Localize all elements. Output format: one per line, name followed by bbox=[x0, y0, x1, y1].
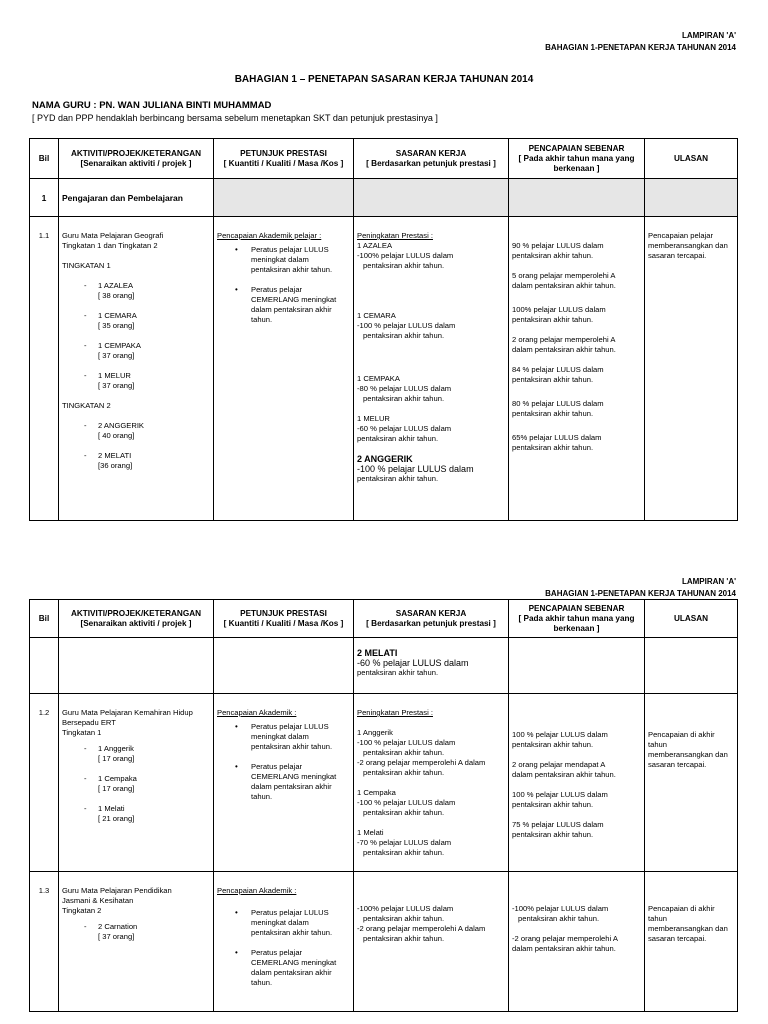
header-petunjuk: PETUNJUK PRESTASI [ Kuantiti / Kualiti / Masa /Kos ] bbox=[214, 139, 354, 179]
lampiran-label: LAMPIRAN 'A' bbox=[681, 31, 736, 40]
aktiviti-cell: Guru Mata Pelajaran Kemahiran Hidup Bersepadu ERT Tingkatan 1 - 1 Anggerik [ 17 orang] - 1 Cempaka [ 17 orang] - 1 Melati [ 21 orang] bbox=[59, 694, 214, 872]
class-item: - 1 MELUR [ 37 orang] bbox=[84, 371, 135, 390]
shaded-cell bbox=[354, 179, 509, 217]
header-bil: Bil bbox=[30, 600, 59, 638]
class-item: - 1 AZALEA [ 38 orang] bbox=[84, 281, 135, 300]
header-sasaran: SASARAN KERJA [ Berdasarkan petunjuk prestasi ] bbox=[354, 600, 509, 638]
class-item: - 2 ANGGERIK [ 40 orang] bbox=[84, 421, 144, 440]
bullet-item: • Peratus pelajar CEMERLANG meningkat dalam pentaksiran akhir tahun. bbox=[217, 285, 350, 325]
page-title: BAHAGIAN 1 – PENETAPAN SASARAN KERJA TAHUNAN 2014 bbox=[234, 74, 534, 85]
header-pencapaian: PENCAPAIAN SEBENAR [ Pada akhir tahun mana yang berkenaan ] bbox=[509, 600, 645, 638]
shaded-cell bbox=[509, 179, 645, 217]
header-aktiviti: AKTIVITI/PROJEK/KETERANGAN [Senaraikan aktiviti / projek ] bbox=[59, 139, 214, 179]
bahagian-label: BAHAGIAN 1-PENETAPAN KERJA TAHUNAN 2014 bbox=[545, 43, 736, 52]
row-bil: 1.2 bbox=[30, 694, 59, 872]
row-bil: 1.3 bbox=[30, 872, 59, 1012]
bullet-item: • Peratus pelajar LULUS meningkat dalam pentaksiran akhir tahun. bbox=[217, 245, 350, 275]
aktiviti-cell: Guru Mata Pelajaran Geografi Tingkatan 1 dan Tingkatan 2 TINGKATAN 1 - 1 AZALEA [ 38 orang] - 1 CEMARA [ 35 orang] - 1 CEMPAKA [ 37 orang] - 1 MELUR [ 37 orang] TINGKATAN 2 - 2 ANGGERIK [ 40 orang] - 2 MELATI [36 orang] bbox=[59, 217, 214, 521]
header-ulasan: ULASAN bbox=[645, 600, 738, 638]
shaded-cell bbox=[214, 179, 354, 217]
teacher-name: NAMA GURU : PN. WAN JULIANA BINTI MUHAMMAD bbox=[32, 100, 272, 111]
pencapaian-cell: -100% pelajar LULUS dalam pentaksiran akhir tahun. -2 orang pelajar memperolehi A dalam pentaksiran akhir tahun. bbox=[509, 872, 645, 1012]
bahagian-label: BAHAGIAN 1-PENETAPAN KERJA TAHUNAN 2014 bbox=[545, 589, 736, 598]
header-sasaran: SASARAN KERJA [ Berdasarkan petunjuk prestasi ] bbox=[354, 139, 509, 179]
ulasan-cell: Pencapaian di akhir tahun memberansangkan dan sasaran tercapai. bbox=[645, 694, 738, 872]
class-item: - 1 Melati [ 21 orang] bbox=[84, 804, 135, 823]
petunjuk-cell: Pencapaian Akademik pelajar : • Peratus pelajar LULUS meningkat dalam pentaksiran akhir tahun. • Peratus pelajar CEMERLANG meningkat dalam pentaksiran akhir tahun. bbox=[214, 217, 354, 521]
header-pencapaian: PENCAPAIAN SEBENAR [ Pada akhir tahun mana yang berkenaan ] bbox=[509, 139, 645, 179]
skt-table-page2 bbox=[29, 599, 738, 1012]
class-item: - 1 Cempaka [ 17 orang] bbox=[84, 774, 137, 793]
bullet-item: • Peratus pelajar CEMERLANG meningkat dalam pentaksiran akhir tahun. bbox=[217, 948, 350, 988]
empty-cell bbox=[509, 638, 645, 694]
header-bil: Bil bbox=[30, 139, 59, 179]
pencapaian-cell: 90 % pelajar LULUS dalam pentaksiran akhir tahun. 5 orang pelajar memperolehi A dalam pentaksiran akhir tahun. 100% pelajar LULUS dalam pentaksiran akhir tahun. 2 orang pelajar memperolehi A dalam pentaksiran akhir tahun. 84 % pelajar LULUS dalam pentaksiran akhir tahun. 80 % pelajar LULUS dalam pentaksiran akhir tahun. 65% pelajar LULUS dalam pentaksiran akhir tahun. bbox=[509, 217, 645, 521]
skt-table-page1 bbox=[29, 138, 738, 521]
class-item: - 1 CEMARA [ 35 orang] bbox=[84, 311, 137, 330]
section-label: Pengajaran dan Pembelajaran bbox=[59, 179, 214, 217]
empty-cell bbox=[59, 638, 214, 694]
empty-cell bbox=[30, 638, 59, 694]
class-item: - 1 CEMPAKA [ 37 orang] bbox=[84, 341, 141, 360]
petunjuk-cell: Pencapaian Akademik : • Peratus pelajar LULUS meningkat dalam pentaksiran akhir tahun. • Peratus pelajar CEMERLANG meningkat dalam pentaksiran akhir tahun. bbox=[214, 694, 354, 872]
sasaran-cell: Peningkatan Prestasi : 1 Anggerik -100 % pelajar LULUS dalam pentaksiran akhir tahun. -2 orang pelajar memperolehi A dalam pentaksiran akhir tahun. 1 Cempaka -100 % pelajar LULUS dalam pentaksiran akhir tahun. 1 Melati -70 % pelajar LULUS dalam pentaksiran akhir tahun. bbox=[354, 694, 509, 872]
class-item: - 2 MELATI [36 orang] bbox=[84, 451, 133, 470]
ulasan-cell: Pencapaian di akhir tahun memberansangkan dan sasaran tercapai. bbox=[645, 872, 738, 1012]
sasaran-continued: 2 MELATI -60 % pelajar LULUS dalam pentaksiran akhir tahun. bbox=[354, 638, 509, 694]
bullet-item: • Peratus pelajar LULUS meningkat dalam pentaksiran akhir tahun. bbox=[217, 722, 350, 752]
class-item: - 1 Anggerik [ 17 orang] bbox=[84, 744, 135, 763]
bullet-item: • Peratus pelajar LULUS meningkat dalam pentaksiran akhir tahun. bbox=[217, 908, 350, 938]
instruction-note: [ PYD dan PPP hendaklah berbincang bersama sebelum menetapkan SKT dan petunjuk prestasinya ] bbox=[32, 113, 438, 123]
empty-cell bbox=[214, 638, 354, 694]
sasaran-cell: -100% pelajar LULUS dalam pentaksiran akhir tahun. -2 orang pelajar memperolehi A dalam pentaksiran akhir tahun. bbox=[354, 872, 509, 1012]
lampiran-label: LAMPIRAN 'A' bbox=[681, 577, 736, 586]
aktiviti-cell: Guru Mata Pelajaran Pendidikan Jasmani & Kesihatan Tingkatan 2 - 2 Carnation [ 37 orang] bbox=[59, 872, 214, 1012]
ulasan-cell: Pencapaian pelajar memberansangkan dan sasaran tercapai. bbox=[645, 217, 738, 521]
section-bil: 1 bbox=[30, 179, 59, 217]
header-ulasan: ULASAN bbox=[645, 139, 738, 179]
class-item: - 2 Carnation [ 37 orang] bbox=[84, 922, 138, 941]
header-petunjuk: PETUNJUK PRESTASI [ Kuantiti / Kualiti / Masa /Kos ] bbox=[214, 600, 354, 638]
sasaran-cell: Peningkatan Prestasi : 1 AZALEA -100% pelajar LULUS dalam pentaksiran akhir tahun. 1 CEMARA -100 % pelajar LULUS dalam pentaksiran akhir tahun. 1 CEMPAKA -80 % pelajar LULUS dalam pentaksiran akhir tahun. 1 MELUR -60 % pelajar LULUS dalam pentaksiran akhir tahun. 2 ANGGERIK -100 % pelajar LULUS dalam pentaksiran akhir tahun. bbox=[354, 217, 509, 521]
row-bil: 1.1 bbox=[30, 217, 59, 521]
pencapaian-cell: 100 % pelajar LULUS dalam pentaksiran akhir tahun. 2 orang pelajar mendapat A dalam pentaksiran akhir tahun. 100 % pelajar LULUS dalam pentaksiran akhir tahun. 75 % pelajar LULUS dalam pentaksiran akhir tahun. bbox=[509, 694, 645, 872]
empty-cell bbox=[645, 638, 738, 694]
header-aktiviti: AKTIVITI/PROJEK/KETERANGAN [Senaraikan aktiviti / projek ] bbox=[59, 600, 214, 638]
petunjuk-cell: Pencapaian Akademik : • Peratus pelajar LULUS meningkat dalam pentaksiran akhir tahun. • Peratus pelajar CEMERLANG meningkat dalam pentaksiran akhir tahun. bbox=[214, 872, 354, 1012]
shaded-cell bbox=[645, 179, 738, 217]
bullet-item: • Peratus pelajar CEMERLANG meningkat dalam pentaksiran akhir tahun. bbox=[217, 762, 350, 802]
